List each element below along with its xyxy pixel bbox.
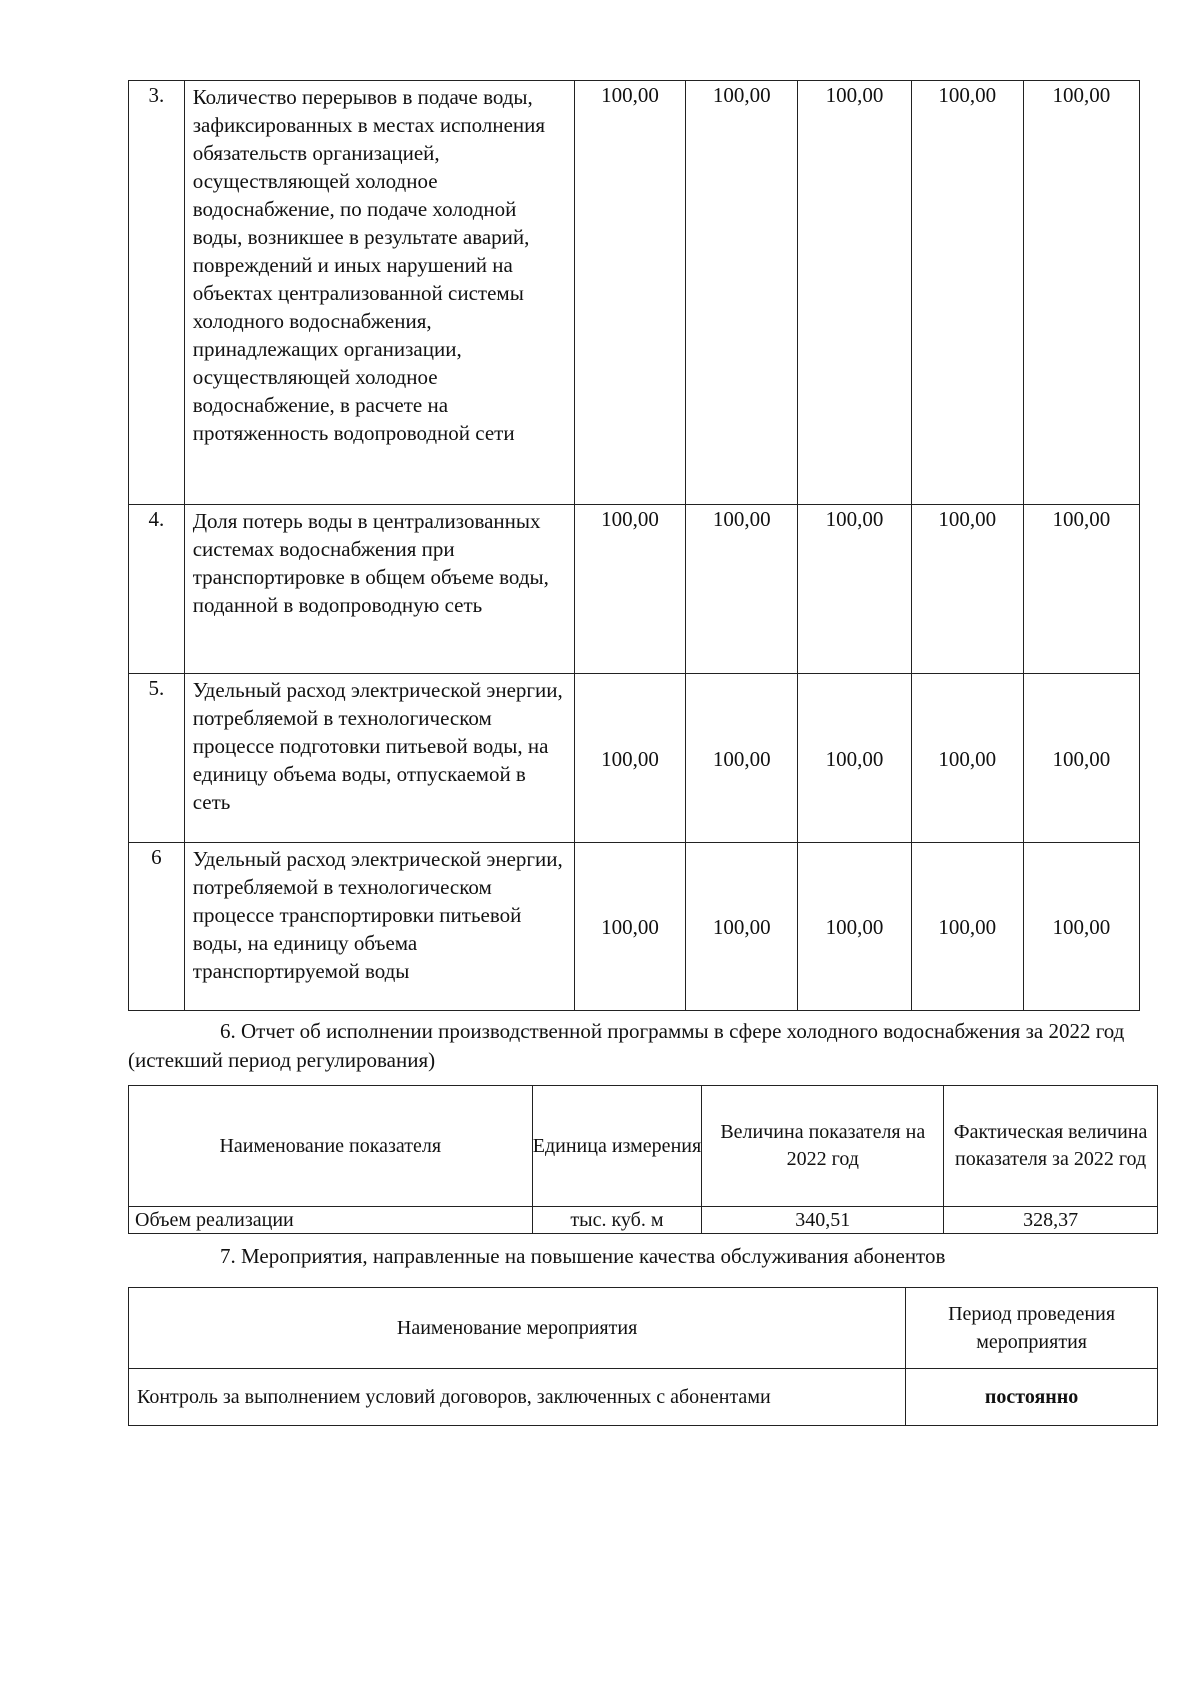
indicator-value: 100,00	[798, 81, 911, 505]
indicator-value: 100,00	[798, 674, 911, 843]
indicator-value: 100,00	[574, 505, 685, 674]
indicator-name: Доля потерь воды в централизованных системах водоснабжения при транспортировке в общем объеме воды, поданной в водопроводную сеть	[184, 505, 574, 674]
table-header-row	[129, 1086, 1158, 1207]
indicator-value: 100,00	[911, 843, 1023, 1011]
row-number: 6	[129, 843, 185, 1011]
section-7-heading: 7. Мероприятия, направленные на повышение качества обслуживания абонентов	[220, 1244, 946, 1268]
column-header: Величина показателя на 2022 год	[702, 1086, 944, 1207]
table-header-row	[129, 1288, 1158, 1369]
column-header: Период проведения мероприятия	[906, 1288, 1158, 1369]
column-header: Наименование мероприятия	[129, 1288, 906, 1369]
indicator-name: Удельный расход электрической энергии, потребляемой в технологическом процессе подготовки питьевой воды, на единицу объема воды, отпускаемой в сеть	[184, 674, 574, 843]
indicator-value: 100,00	[574, 674, 685, 843]
table-row	[129, 843, 1140, 1011]
actual-value: 328,37	[944, 1207, 1158, 1234]
indicator-value: 100,00	[574, 81, 685, 505]
indicator-value: 100,00	[798, 843, 911, 1011]
table-row	[129, 81, 1140, 505]
row-number: 5.	[129, 674, 185, 843]
indicator-value: 100,00	[1023, 505, 1139, 674]
indicator-name: Объем реализации	[129, 1207, 533, 1234]
indicator-value: 100,00	[1023, 843, 1139, 1011]
table-row	[129, 1369, 1158, 1426]
table-row	[129, 505, 1140, 674]
indicator-value: 100,00	[911, 81, 1023, 505]
indicator-value: 100,00	[911, 505, 1023, 674]
table-row	[129, 674, 1140, 843]
unit-cell: тыс. куб. м	[532, 1207, 702, 1234]
indicator-name: Количество перерывов в подаче воды, зафиксированных в местах исполнения обязательств организацией, осуществляющей холодное водоснабжение, по подаче холодной воды, возникшее в результате аварий, повреждений и иных нарушений на объектах централизованной системы холодного водоснабжения, принадлежащих организации, осуществляющей холодное водоснабжение, в расчете на протяженность водопроводной сети	[184, 81, 574, 505]
activity-cell: Контроль за выполнением условий договоров, заключенных с абонентами	[129, 1369, 906, 1426]
column-header: Фактическая величина показателя за 2022 год	[944, 1086, 1158, 1207]
row-number: 4.	[129, 505, 185, 674]
column-header: Наименование показателя	[129, 1086, 533, 1207]
indicator-value: 100,00	[686, 674, 798, 843]
row-number: 3.	[129, 81, 185, 505]
planned-value: 340,51	[702, 1207, 944, 1234]
indicator-value: 100,00	[911, 674, 1023, 843]
indicator-value: 100,00	[574, 843, 685, 1011]
column-header: Единица измерения	[532, 1086, 702, 1207]
measures-table	[128, 1287, 1158, 1426]
indicator-name: Удельный расход электрической энергии, потребляемой в технологическом процессе транспортировки питьевой воды, на единицу объема транспортируемой воды	[184, 843, 574, 1011]
section-6-heading: 6. Отчет об исполнении производственной программы в сфере холодного водоснабжения за 2022 год (истекший период регулирования)	[128, 1019, 1125, 1072]
indicators-table	[128, 80, 1140, 1011]
indicator-value: 100,00	[686, 843, 798, 1011]
period-cell: постоянно	[906, 1369, 1158, 1426]
program-report-table	[128, 1085, 1158, 1234]
indicator-value: 100,00	[686, 81, 798, 505]
indicator-value: 100,00	[798, 505, 911, 674]
indicator-value: 100,00	[1023, 81, 1139, 505]
indicator-value: 100,00	[686, 505, 798, 674]
table-row	[129, 1207, 1158, 1234]
indicator-value: 100,00	[1023, 674, 1139, 843]
